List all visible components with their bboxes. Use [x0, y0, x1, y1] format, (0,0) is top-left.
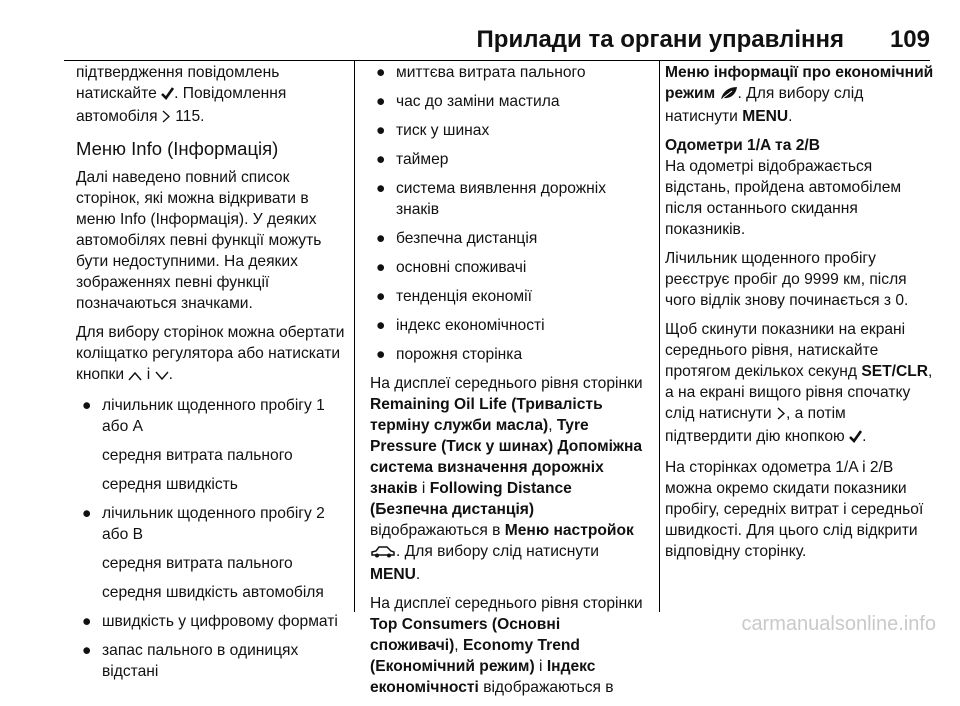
column-divider-2 — [659, 60, 660, 612]
page-ref-icon — [162, 108, 171, 129]
section-heading: Меню Info (Інформація) — [76, 138, 279, 159]
column-1 — [76, 62, 346, 690]
list-item: ● лічильник щоденного пробігу 2 або В — [82, 505, 325, 543]
column-2 — [370, 62, 648, 706]
check-icon — [161, 85, 174, 106]
list-item: ● таймер — [376, 151, 449, 168]
reset-instructions-paragraph: Щоб скинути показники на екрані середнього рівня, натискайте протягом декількох секунд SET/CLR, а на екрані вищого рівня спочатку слід натиснути , а потім підтвердити дію кнопкою . — [665, 319, 935, 449]
list-item: ● безпечна дистанція — [376, 230, 538, 247]
column-3 — [665, 62, 935, 570]
car-settings-icon — [370, 543, 396, 564]
check-icon — [849, 428, 862, 449]
eco-menu-paragraph: Меню інформації про економічний режим . Для вибору слід натиснути MENU. — [665, 64, 934, 125]
list-item: ● основні споживачі — [376, 259, 527, 276]
odometer-description: На одометрі відображається відстань, пройдена автомобілем після останнього скидання показників. — [665, 158, 902, 238]
page-header-title: Прилади та органи управління — [476, 26, 844, 53]
list-subitem: середня витрата пального — [102, 447, 293, 464]
list-subitem: середня швидкість автомобіля — [102, 584, 324, 601]
chevron-down-icon — [155, 366, 169, 387]
list-item: ● швидкість у цифровому форматі — [82, 613, 338, 630]
list-item: ● індекс економічності — [376, 317, 545, 334]
list-item: ● миттєва витрата пального — [376, 64, 586, 81]
page-selection-paragraph: Для вибору сторінок можна обертати коліщатко регулятора або натискати кнопки і . — [76, 322, 346, 387]
list-item: ● час до заміни мастила — [376, 93, 560, 110]
list-item: ● порожня сторінка — [376, 346, 523, 363]
info-pages-list-2 — [370, 62, 648, 365]
list-item: ● система виявлення дорожніх знаків — [376, 180, 607, 218]
info-menu-description: Далі наведено повний список сторінок, які можна відкривати в меню Info (Інформація). У деяких автомобілях певні функції можуть бути недоступними. На деяких зображеннях певні функції позначаються значками. — [76, 169, 322, 312]
column-divider-1 — [354, 60, 355, 612]
list-item: ● тенденція економії — [376, 288, 532, 305]
mid-level-display-paragraph-2: На дисплеї середнього рівня сторінки Top Consumers (Основні споживачі), Economy Trend (Економічний режим) і Індекс економічності відображаються в — [370, 595, 643, 696]
list-subitem: середня швидкість — [102, 476, 238, 493]
info-pages-list-1 — [76, 395, 346, 682]
header-divider — [64, 60, 930, 61]
list-item: ● лічильник щоденного пробігу 1 або А — [82, 397, 325, 435]
trip-counter-paragraph: Лічильник щоденного пробігу реєструє пробіг до 9999 км, після чого відлік знову починається з 0. — [665, 250, 909, 309]
odometer-heading: Одометри 1/A та 2/B — [665, 137, 820, 154]
list-item: ● тиск у шинах — [376, 122, 490, 139]
odometer-pages-paragraph: На сторінках одометра 1/A і 2/B можна окремо скидати показники пробігу, середніх витрат і середньої швидкості. Для цього слід відкрити відповідну сторінку. — [665, 459, 924, 560]
watermark: carmanualsonline.info — [741, 613, 936, 635]
chevron-right-icon — [776, 405, 786, 426]
intro-paragraph: підтвердження повідомлень натискайте . Повідомлення автомобіля 115. — [76, 62, 346, 129]
list-subitem: середня витрата пального — [102, 555, 293, 572]
mid-level-display-paragraph-1: На дисплеї середнього рівня сторінки Remaining Oil Life (Тривалість терміну служби масла), Tyre Pressure (Тиск у шинах) Допоміжна система визначення дорожніх знаків і Following Distance (Безпечна дистанція) відображаються в Меню настройок . Для вибору слід натиснути MENU. — [370, 375, 643, 583]
eco-leaf-icon — [720, 85, 738, 106]
list-item: ● запас пального в одиницях відстані — [82, 642, 299, 680]
page-number: 109 — [889, 26, 930, 53]
chevron-up-icon — [128, 366, 142, 387]
